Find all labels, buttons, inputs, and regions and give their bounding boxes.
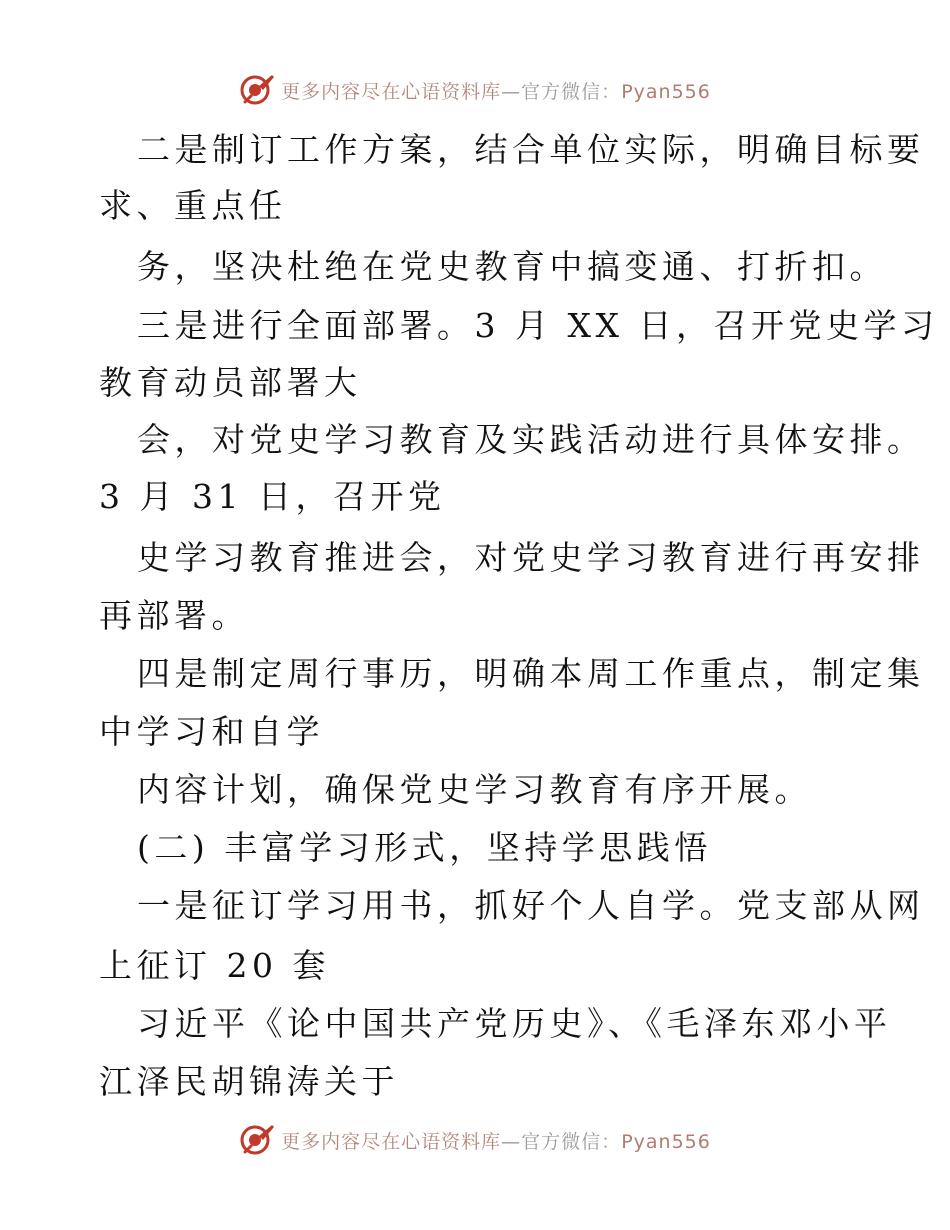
- watermark-brand: 更多内容尽在心语资料库: [281, 80, 502, 103]
- watermark-separator: —: [501, 1130, 522, 1153]
- text-line: 求、重点任: [99, 186, 287, 225]
- text-line: 中学习和自学: [99, 712, 324, 751]
- text-line: 上征订 20 套: [99, 946, 330, 985]
- text-line: 3 月 31 日，召开党: [99, 477, 446, 516]
- text-line: 史学习教育推进会，对党史学习教育进行再安排: [137, 538, 925, 577]
- header-watermark: [0, 68, 950, 112]
- watermark-separator: —: [501, 80, 522, 103]
- text-line: 四是制定周行事历，明确本周工作重点，制定集: [137, 654, 925, 693]
- text-line: 二是制订工作方案，结合单位实际，明确目标要: [137, 130, 925, 169]
- text-line: 会，对党史学习教育及实践活动进行具体安排。: [137, 420, 925, 459]
- pen-logo-icon: [239, 72, 275, 108]
- text-line: 再部署。: [99, 596, 249, 635]
- text-line: 三是进行全面部署。3 月 XX 日，召开党史学习: [137, 306, 939, 345]
- section-heading: (二) 丰富学习形式，坚持学思践悟: [137, 828, 712, 867]
- footer-watermark: [0, 1118, 950, 1162]
- watermark-wechat-id: Pyan556: [621, 1130, 711, 1153]
- watermark-wechat-id: Pyan556: [621, 80, 711, 103]
- text-line: 习近平《论中国共产党历史》、《毛泽东邓小平: [137, 1004, 892, 1043]
- pen-logo-icon: [239, 1122, 275, 1158]
- watermark-text: [281, 77, 711, 104]
- text-line: 内容计划，确保党史学习教育有序开展。: [137, 770, 812, 809]
- watermark-brand: 更多内容尽在心语资料库: [281, 1130, 502, 1153]
- watermark-text: [281, 1127, 711, 1154]
- text-line: 务，坚决杜绝在党史教育中搞变通、打折扣。: [137, 247, 887, 286]
- text-line: 江泽民胡锦涛关于: [99, 1062, 399, 1101]
- watermark-wechat-label: 官方微信：: [521, 80, 622, 103]
- watermark-wechat-label: 官方微信：: [521, 1130, 622, 1153]
- text-line: 一是征订学习用书，抓好个人自学。党支部从网: [137, 886, 925, 925]
- text-line: 教育动员部署大: [99, 363, 362, 402]
